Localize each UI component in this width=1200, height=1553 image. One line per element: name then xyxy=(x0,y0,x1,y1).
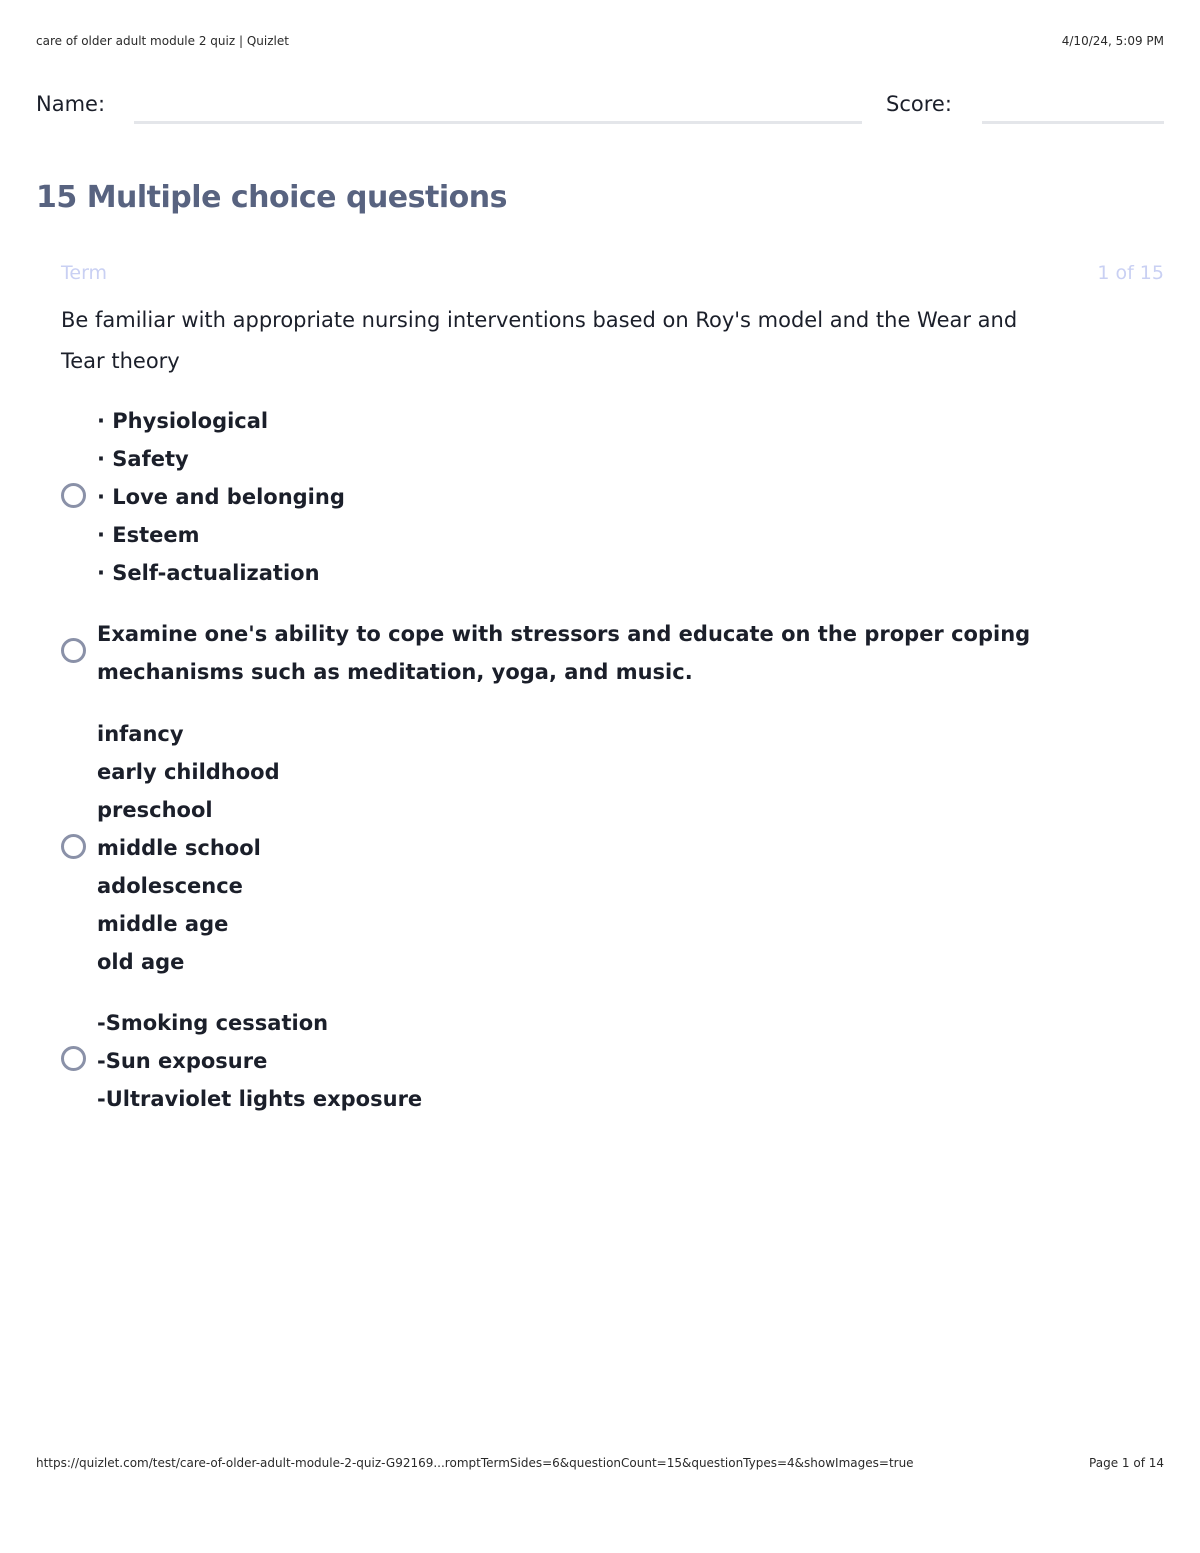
option-line: old age xyxy=(97,950,185,974)
print-header xyxy=(36,34,1164,50)
name-label: Name: xyxy=(36,92,106,116)
radio-button-icon[interactable] xyxy=(61,483,86,508)
radio-button-icon[interactable] xyxy=(61,638,86,663)
print-datetime: 4/10/24, 5:09 PM xyxy=(1061,34,1164,48)
prompt-line: Be familiar with appropriate nursing interventions based on Roy's model and the Wear and xyxy=(61,308,1018,332)
radio-button-icon[interactable] xyxy=(61,1046,86,1071)
option-text xyxy=(97,402,345,592)
page-number: Page 1 of 14 xyxy=(1089,1456,1164,1470)
option-line: preschool xyxy=(97,798,213,822)
name-score-row xyxy=(36,92,1164,126)
page-url: https://quizlet.com/test/care-of-older-adult-module-2-quiz-G92169...romptTermSides=6&questionCount=15&questionTypes=4&showImages=true xyxy=(36,1456,914,1470)
option-line: · Safety xyxy=(97,447,189,471)
option-line: -Ultraviolet lights exposure xyxy=(97,1087,423,1111)
option-text xyxy=(97,1004,422,1118)
option-line: middle school xyxy=(97,836,261,860)
option-line: -Sun exposure xyxy=(97,1049,268,1073)
option-text xyxy=(97,715,280,981)
option-line: · Esteem xyxy=(97,523,200,547)
option-line: · Physiological xyxy=(97,409,269,433)
option-line: early childhood xyxy=(97,760,280,784)
question-prompt xyxy=(61,300,1121,382)
question-counter: 1 of 15 xyxy=(1097,262,1164,284)
option-line: -Smoking cessation xyxy=(97,1011,329,1035)
option-line: middle age xyxy=(97,912,229,936)
score-label: Score: xyxy=(886,92,952,116)
option-line: infancy xyxy=(97,722,184,746)
prompt-line: Tear theory xyxy=(61,349,180,373)
radio-button-icon[interactable] xyxy=(61,834,86,859)
option-line: Examine one's ability to cope with stressors and educate on the proper coping xyxy=(97,622,1031,646)
name-field-line[interactable] xyxy=(134,121,862,124)
section-title: 15 Multiple choice questions xyxy=(36,180,507,215)
term-label: Term xyxy=(61,262,108,284)
option-text xyxy=(97,615,1030,691)
option-line: · Self-actualization xyxy=(97,561,320,585)
option-line: · Love and belonging xyxy=(97,485,345,509)
page-title: care of older adult module 2 quiz | Quizlet xyxy=(36,34,289,48)
score-field-line[interactable] xyxy=(982,121,1164,124)
option-line: mechanisms such as meditation, yoga, and music. xyxy=(97,660,693,684)
option-line: adolescence xyxy=(97,874,243,898)
